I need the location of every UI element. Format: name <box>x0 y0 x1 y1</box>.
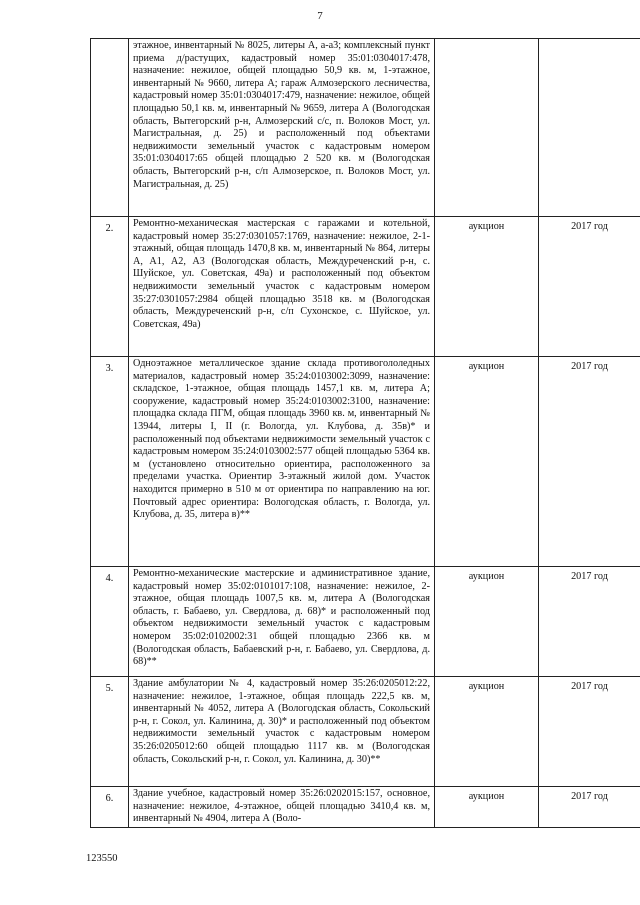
row-number: 4. <box>91 567 129 677</box>
table-row <box>91 787 640 828</box>
row-sale-method: аукцион <box>435 677 539 787</box>
row-description: этажное, инвентарный № 8025, литеры А, а-а3; комплексный пункт приема д/растущих, кадастровый номер 35:01:0304017:478, назначение: нежилое, общей площадью 50,9 кв. м, 1-этажное, инвентарный № 9660, литера А; гараж Алмозерского лесничества, кадастровый номер 35:01:0304017:479, назначение: нежилое, общей площадью 50,1 кв. м, инвентарный № 9659, литера А (Вологодская область, Вытегорский р-н, Алмозерский с/с, п. Волоков Мост, ул. Магистральная, д. 25) и расположенный под объектами недвижимости земельный участок с кадастровым номером 35:01:0304017:65 общей площадью 2 520 кв. м (Вологодская область, Вытегорский р-н, с/п Алмозерское, п. Волоков Мост, ул. Магистральная, д. 25) <box>133 40 430 190</box>
row-year: 2017 год <box>539 677 640 787</box>
row-description: Ремонтно-механические мастерские и административное здание, кадастровый номер 35:02:0101017:108, назначение: нежилое, 2-этажное, общая площадь 1007,5 кв. м, литера А (Вологодская область, г. Бабаево, ул. Свердлова, д. 68)* и расположенный под объектом недвижимости земельный участок с кадастровым номером 35:02:0102002:31 общей площадью 2366 кв. м (Вологодская область, Бабаевский р-н, г. Бабаево, ул. Свердлова, д. 68)** <box>133 568 430 668</box>
row-year: 2017 год <box>539 567 640 677</box>
row-description: Здание учебное, кадастровый номер 35:26:0202015:157, основное, назначение: нежилое, 4-этажное, общей площадью 3410,4 кв. м, инвентарный № 4904, литера А (Воло- <box>133 788 430 825</box>
row-sale-method: аукцион <box>435 567 539 677</box>
table-row <box>91 357 640 567</box>
row-number: 6. <box>91 787 129 828</box>
row-sale-method: аукцион <box>435 357 539 567</box>
row-year: 2017 год <box>539 357 640 567</box>
table-row <box>91 217 640 357</box>
row-number: 2. <box>91 217 129 357</box>
row-year: 2017 год <box>539 787 640 828</box>
row-sale-method: аукцион <box>435 217 539 357</box>
row-description: Одноэтажное металлическое здание склада противогололедных материалов, кадастровый номер 35:24:0103002:3099, назначение: складское, 1-этажное, общая площадь 1457,1 кв. м, литера А; сооружение, кадастровый номер 35:24:0103002:3100, назначение: площадка склада ПГМ, общая площадь 3960 кв. м, инвентарный № 13944, литеры I, II (г. Вологда, ул. Клубова, д. 35в)* и расположенный под объектами недвижимости земельный участок с кадастровым номером 35:24:0103002:577 общей площадью 5364 кв. м (установлено относительно ориентира, расположенного за пределами участка. Ориентир 3-этажный жилой дом. Участок находится примерно в 510 м от ориентира по направлению на юг. Почтовый адрес ориентира: Вологодская область, г. Вологда, ул. Клубова, д. 35, литера в)** <box>133 358 430 521</box>
row-number <box>91 39 129 217</box>
document-id: 123550 <box>86 853 118 864</box>
row-sale-method <box>435 39 539 217</box>
row-description: Ремонтно-механическая мастерская с гаражами и котельной, кадастровый номер 35:27:0301057:1769, назначение: нежилое, 2-1-этажный, общая площадь 1470,8 кв. м, инвентарный № 864, литеры А, А1, А2, А3 (Вологодская область, Междуреченский р-н, с. Шуйское, ул. Советская, 49а) и расположенный под объектом недвижимости земельный участок с кадастровым номером 35:27:0301057:2984 общей площадью 3518 кв. м (Вологодская область, Междуреченский р-н, с/п Сухонское, с. Шуйское, ул. Советская, 49а) <box>133 218 430 330</box>
row-year: 2017 год <box>539 217 640 357</box>
table-row <box>91 677 640 787</box>
table-row <box>91 39 640 217</box>
property-table <box>90 38 640 828</box>
table-row <box>91 567 640 677</box>
page-number: 7 <box>317 10 323 22</box>
row-sale-method: аукцион <box>435 787 539 828</box>
row-description: Здание амбулатории № 4, кадастровый номер 35:26:0205012:22, назначение: нежилое, 1-этажное, общая площадь 222,5 кв. м, инвентарный № 4052, литера А (Вологодская область, Сокольский р-н, г. Сокол, ул. Калинина, д. 30)* и расположенный под объектом недвижимости земельный участок с кадастровым номером 35:26:0205012:60 общей площадью 1117 кв. м (Вологодская область, Сокольский р-н, г. Сокол, ул. Калинина, д. 30)** <box>133 678 430 765</box>
row-year <box>539 39 640 217</box>
row-number: 3. <box>91 357 129 567</box>
row-number: 5. <box>91 677 129 787</box>
